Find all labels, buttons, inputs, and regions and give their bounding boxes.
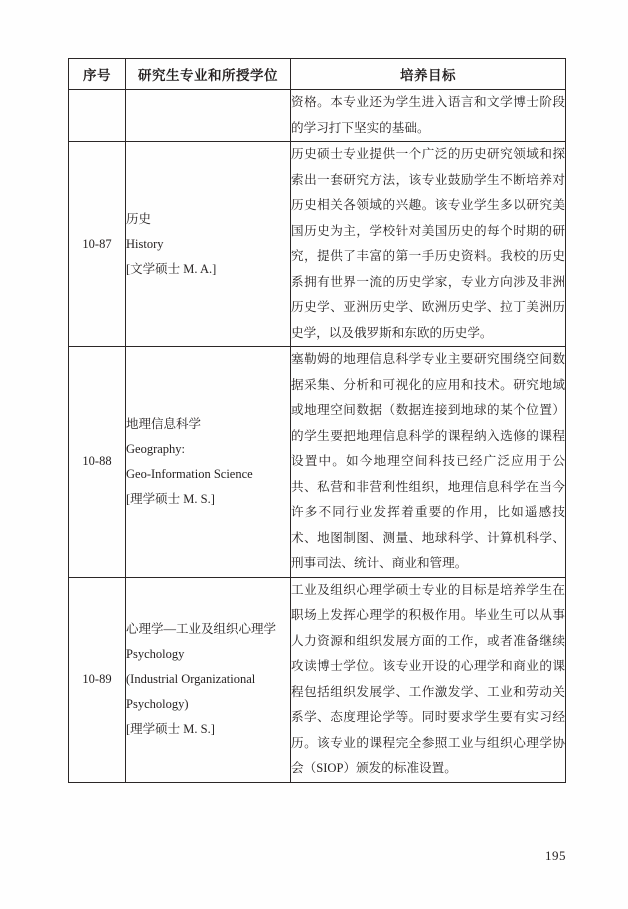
cell-serial-number: 10-89 [69, 577, 126, 782]
table-row [69, 90, 566, 142]
degree-awarded: [理学硕士 M. S.] [126, 722, 215, 736]
major-name-cn: 地理信息科学 [126, 416, 202, 431]
graduate-programs-table [68, 58, 566, 783]
cell-serial-number: 10-88 [69, 347, 126, 578]
cell-training-objective: 资格。本专业还为学生进入语言和文学博士阶段的学习打下坚实的基础。 [291, 90, 566, 142]
degree-awarded: [理学硕士 M. S.] [126, 491, 215, 506]
cell-major-and-degree [126, 347, 291, 578]
column-header-major-and-degree: 研究生专业和所授学位 [126, 59, 291, 90]
page-number: 195 [545, 848, 566, 863]
table-body [69, 90, 566, 783]
table-header [69, 59, 566, 90]
table-row [69, 142, 566, 347]
major-name-en-line1: Geography: [126, 441, 186, 456]
cell-serial-number: 10-87 [69, 142, 126, 347]
major-name-en-line1: Psychology [126, 647, 185, 661]
major-name-cn: 历史 [126, 211, 152, 226]
cell-training-objective: 塞勒姆的地理信息科学专业主要研究围绕空间数据采集、分析和可视化的应用和技术。研究地域或地理空间数据（数据连接到地球的某个位置）的学生要把地理信息科学的课程纳入选修的课程设置中。如今地理空间科技已经广泛应用于公共、私营和非营利性组织，地理信息科学在当今许多不同行业发挥着重要的作用，比如遥感技术、地图制图、测量、地球科学、计算机科学、刑事司法、统计、商业和管理。 [291, 347, 566, 578]
cell-major-and-degree [126, 142, 291, 347]
major-name-cn: 心理学—工业及组织心理学 [126, 622, 277, 636]
cell-serial-number [69, 90, 126, 142]
cell-major-and-degree [126, 90, 291, 142]
major-name-en-line2: Geo-Information Science [126, 466, 253, 481]
column-header-serial-number: 序号 [69, 59, 126, 90]
column-header-training-objective: 培养目标 [291, 59, 566, 90]
major-name-en: History [126, 236, 164, 251]
major-name-en-line2: (Industrial Organizational [126, 672, 256, 686]
cell-training-objective: 工业及组织心理学硕士专业的目标是培养学生在职场上发挥心理学的积极作用。毕业生可以从事人力资源和组织发展方面的工作，或者准备继续攻读博士学位。该专业开设的心理学和商业的课程包括组织发展学、工作激发学、工业和劳动关系学、态度理论学等。同时要求学生要有实习经历。该专业的课程完全参照工业与组织心理学协会（SIOP）颁发的标准设置。 [291, 577, 566, 782]
table-row [69, 577, 566, 782]
cell-training-objective: 历史硕士专业提供一个广泛的历史研究领域和探索出一套研究方法，该专业鼓励学生不断培养对历史相关各领域的兴趣。该专业学生多以研究美国历史为主，学校针对美国历史的每个时期的研究，提供了丰富的第一手历史资料。我校的历史系拥有世界一流的历史学家，专业方向涉及非洲历史学、亚洲历史学、欧洲历史学、拉丁美洲历史学，以及俄罗斯和东欧的历史学。 [291, 142, 566, 347]
cell-major-and-degree [126, 577, 291, 782]
table-header-row [69, 59, 566, 90]
degree-awarded: [文学硕士 M. A.] [126, 261, 217, 276]
table-row [69, 347, 566, 578]
major-name-en-line3: Psychology) [126, 697, 189, 711]
